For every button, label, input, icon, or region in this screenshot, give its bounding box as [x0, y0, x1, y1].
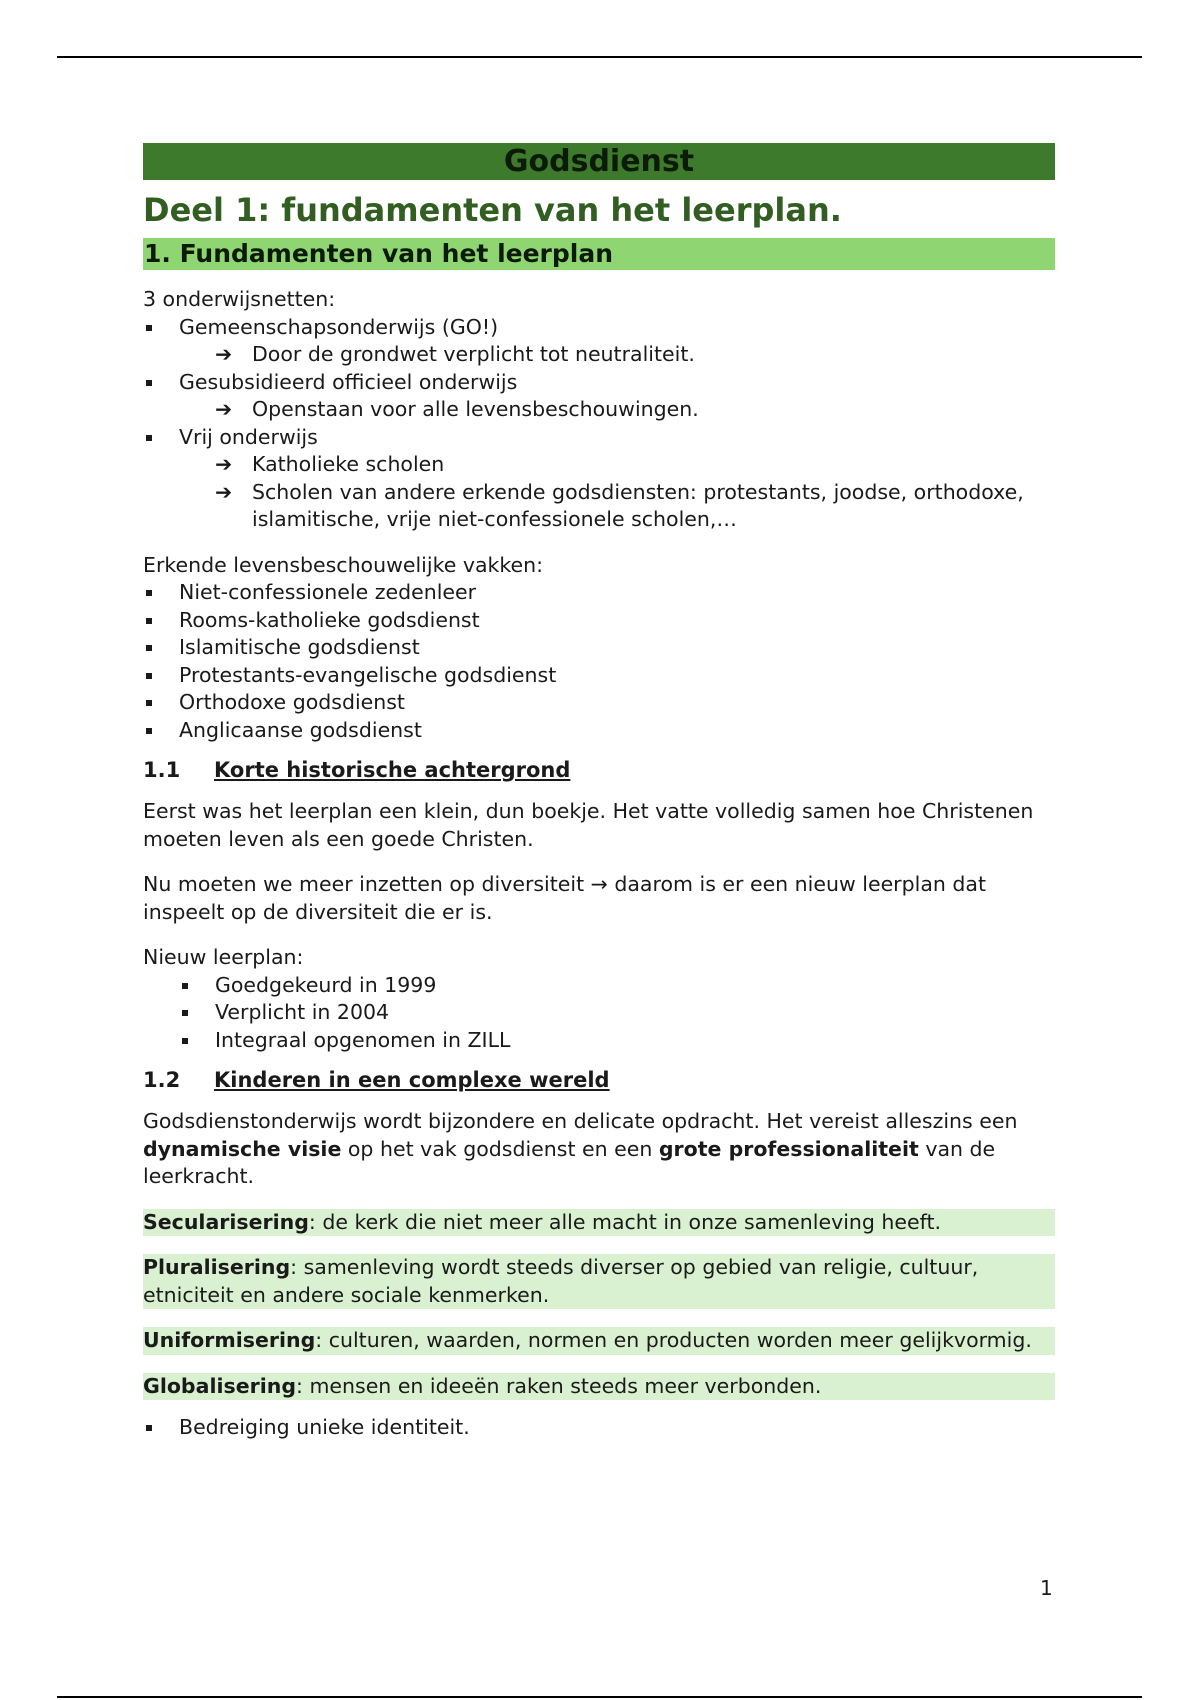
list-item: ➔ Openstaan voor alle levensbeschouwingen.	[143, 396, 1055, 424]
sub-list	[143, 396, 1055, 424]
new-plan-intro: Nieuw leerplan:	[143, 945, 304, 969]
paragraph: Godsdienstonderwijs wordt bijzondere en delicate opdracht. Het vereist alleszins een dynamische visie op het vak godsdienst en een grote professionaliteit van de leerkracht.	[143, 1109, 1018, 1188]
list-item: Vrij onderwijs	[143, 424, 1055, 452]
final-list	[143, 1414, 1055, 1442]
list-item: Islamitische godsdienst	[143, 634, 1055, 662]
subjects-list	[143, 579, 1055, 744]
term-definition: Globalisering: mensen en ideeën raken steeds meer verbonden.	[143, 1373, 1055, 1401]
list-item: Bedreiging unieke identiteit.	[143, 1414, 1055, 1442]
list-item: Protestants-evangelische godsdienst	[143, 662, 1055, 690]
networks-list	[143, 424, 1055, 452]
subsection-number: 1.2	[143, 1068, 181, 1092]
list-item: Goedgekeurd in 1999	[143, 972, 1055, 1000]
subsection-number: 1.1	[143, 758, 181, 782]
term-definition: Uniformisering: culturen, waarden, normen en producten worden meer gelijkvormig.	[143, 1327, 1055, 1355]
list-item: ➔ Door de grondwet verplicht tot neutraliteit.	[143, 341, 1055, 369]
list-item: Orthodoxe godsdienst	[143, 689, 1055, 717]
list-item: Verplicht in 2004	[143, 999, 1055, 1027]
subjects-intro: Erkende levensbeschouwelijke vakken:	[143, 552, 544, 577]
networks-list	[143, 314, 1055, 342]
subsection-heading-1-2	[143, 1066, 1055, 1094]
subsection-title: Kinderen in een complexe wereld	[214, 1068, 610, 1092]
page-number: 1	[1040, 1576, 1053, 1600]
sub-list	[143, 451, 1055, 534]
header-rule	[57, 56, 1142, 58]
list-item: Gemeenschapsonderwijs (GO!)	[143, 314, 1055, 342]
networks-list	[143, 369, 1055, 397]
list-item: Integraal opgenomen in ZILL	[143, 1027, 1055, 1055]
arrow-icon: ➔	[215, 397, 233, 421]
paragraph: Eerst was het leerplan een klein, dun boekje. Het vatte volledig samen hoe Christenen moeten leven als een goede Christen.	[143, 799, 1034, 851]
list-item: ➔ Scholen van andere erkende godsdiensten: protestants, joodse, orthodoxe, islamitische, vrije niet-confessionele scholen,…	[215, 479, 1024, 531]
arrow-icon: ➔	[215, 479, 233, 504]
list-item: Gesubsidieerd officieel onderwijs	[143, 369, 1055, 397]
new-plan-list	[143, 972, 1055, 1055]
document-title: Godsdienst	[143, 143, 1055, 180]
paragraph: Nu moeten we meer inzetten op diversiteit → daarom is er een nieuw leerplan dat inspeelt op de diversiteit die er is.	[143, 872, 987, 924]
networks-intro: 3 onderwijsnetten:	[143, 287, 336, 311]
sub-list	[143, 341, 1055, 369]
list-item: Niet-confessionele zedenleer	[143, 579, 1055, 607]
document-page	[143, 143, 1055, 1442]
arrow-right-icon: →	[590, 872, 608, 896]
list-item: Rooms-katholieke godsdienst	[143, 607, 1055, 635]
section-heading: 1. Fundamenten van het leerplan	[143, 238, 1055, 270]
part-heading: Deel 1: fundamenten van het leerplan.	[143, 191, 842, 229]
term-definition: Pluralisering: samenleving wordt steeds diverser op gebied van religie, cultuur, etniciteit en andere sociale kenmerken.	[143, 1254, 1055, 1309]
list-item: Anglicaanse godsdienst	[143, 717, 1055, 745]
footer-rule	[57, 1696, 1142, 1698]
arrow-icon: ➔	[215, 342, 233, 366]
list-item: ➔ Katholieke scholen	[143, 451, 1055, 479]
arrow-icon: ➔	[215, 452, 233, 476]
term-definition: Secularisering: de kerk die niet meer alle macht in onze samenleving heeft.	[143, 1209, 1055, 1237]
subsection-title: Korte historische achtergrond	[214, 758, 571, 782]
subsection-heading-1-1	[143, 756, 1055, 784]
